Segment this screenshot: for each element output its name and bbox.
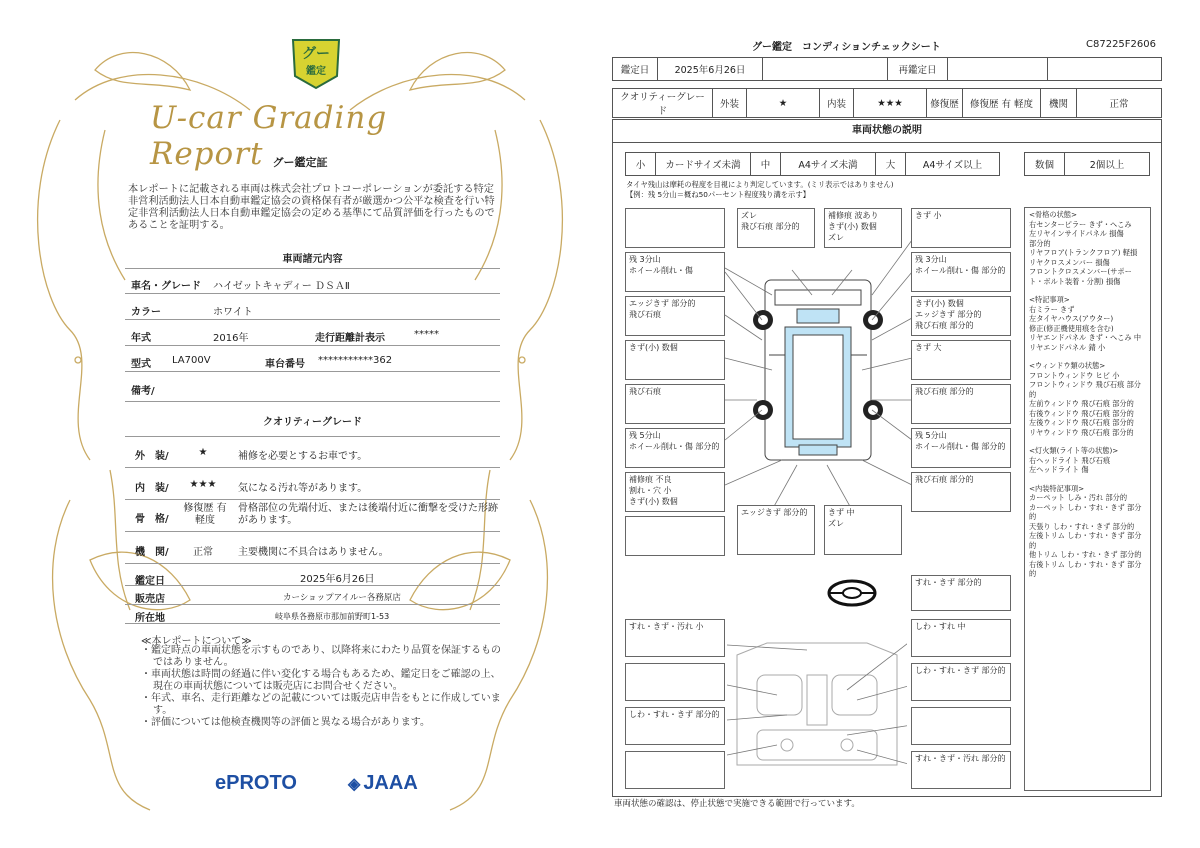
steering-wheel-icon bbox=[826, 578, 878, 608]
sheet-id: C87225F2606 bbox=[1086, 39, 1156, 50]
comment-box bbox=[625, 208, 725, 248]
comment-box: エッジきず 部分的 bbox=[737, 505, 815, 555]
spec-row-year: 年式 2016年 走行距離計表示 ***** bbox=[125, 320, 500, 346]
comment-box: きず 大 bbox=[911, 340, 1011, 380]
date-table: 鑑定日 2025年6月26日 再鑑定日 bbox=[612, 57, 1162, 81]
interior-diagram bbox=[727, 635, 907, 775]
proto-logo: ePROTO bbox=[215, 772, 297, 794]
comment-box bbox=[911, 707, 1011, 745]
note-item: ・鑑定時点の車両状態を示すものであり、以降将来にわたり品質を保証するものではありません。 bbox=[141, 645, 501, 668]
comment-box: すれ・きず・汚れ 部分的 bbox=[911, 751, 1011, 789]
comment-box: しわ・すれ 中 bbox=[911, 619, 1011, 657]
spec-row-color: カラー ホワイト bbox=[125, 294, 500, 320]
grade-row-frame: 骨 格/ 修復歴 有 軽度 骨格部位の先端付近、または後端付近に衝撃を受けた形跡があります。 bbox=[125, 500, 500, 532]
comment-box: 残 3分山 ホイール削れ・傷 部分的 bbox=[911, 252, 1011, 292]
comment-box: ズレ 飛び石痕 部分的 bbox=[737, 208, 815, 248]
note-item: ・年式、車名、走行距離などの記載については販売店申告をもとに作成しています。 bbox=[141, 693, 501, 716]
spec-row-model: 型式 LA700V 車台番号 ***********362 bbox=[125, 346, 500, 372]
comment-box bbox=[625, 516, 725, 556]
comment-box: きず(小) 数個 エッジきず 部分的 飛び石痕 部分的 bbox=[911, 296, 1011, 336]
sheet-footer: 車両状態の確認は、停止状態で実施できる範囲で行っています。 bbox=[614, 799, 860, 809]
comment-box: 飛び石痕 部分的 bbox=[911, 384, 1011, 424]
svg-text:鑑定: 鑑定 bbox=[306, 66, 326, 77]
spec-heading: 車両諸元内容 bbox=[282, 254, 343, 265]
spec-row-remarks: 備考/ bbox=[125, 372, 500, 402]
frame-status-notes: <骨格の状態> 右センターピラー きず・へこみ 左リヤインサイドパネル 損傷 部分的 リヤフロア(トランクフロア) 軽損 リヤクロスメンバー 損傷 フロントクロスメンバー(サポート・ボルト装着・分割) 損傷 bbox=[1029, 210, 1138, 286]
comment-box bbox=[625, 663, 725, 701]
special-notes: <特記事項> 右ミラー きず 左タイヤハウス(アウター) 修正(修正機使用痕を含む) リヤエンドパネル きず・へこみ 中 リヤエンドパネル 錆 小 bbox=[1029, 295, 1142, 352]
interior-notes: <内装特記事項> カーペット しみ・汚れ 部分的 カーペット しわ・すれ・きず 部分的 天張り しわ・すれ・きず 部分的 左後トリム しわ・すれ・きず 部分的 他トリム しわ・すれ・きず 部分的 右後トリム しわ・すれ・きず 部分的 bbox=[1029, 483, 1142, 578]
svg-text:グー: グー bbox=[302, 46, 330, 62]
comment-box: きず 中 ズレ bbox=[824, 505, 902, 555]
detail-notes bbox=[1024, 207, 1151, 791]
comment-box: 飛び石痕 部分的 bbox=[911, 472, 1011, 512]
comment-box: 残 5分山 ホイール削れ・傷 部分的 bbox=[911, 428, 1011, 468]
sheet-title: グー鑑定 コンディションチェックシート bbox=[752, 42, 941, 53]
comment-box: 補修痕 不良 割れ・穴 小 きず(小) 数個 bbox=[625, 472, 725, 512]
comment-box: きず 小 bbox=[911, 208, 1011, 248]
info-row-shop: 販売店 カーショップアイルー各務原店 bbox=[125, 587, 500, 605]
window-notes: <ウィンドウ類の状態> フロントウィンドウ ヒビ 小 フロントウィンドウ 飛び石痕 部分的 左前ウィンドウ 飛び石痕 部分的 右後ウィンドウ 飛び石痕 部分的 左後ウィンドウ 飛び石痕 部分的 リヤウィンドウ 飛び石痕 部分的 bbox=[1029, 361, 1141, 437]
certificate-intro: 本レポートに記載される車両は株式会社プロトコーポレーションが委託する特定非営利活動法人日本自動車鑑定協会の資格保有者が厳選かつ公平な検査を行い特定非営利活動法人日本自動車鑑定協会の定める基準にて品質評価を行ったものであることを証明する。 bbox=[128, 184, 495, 231]
comment-box: すれ・きず 部分的 bbox=[911, 575, 1011, 611]
grade-row-interior: 内 装/ ★★★ 気になる汚れ等があります。 bbox=[125, 468, 500, 500]
quality-table: クオリティーグレード 外装 ★ 内装 ★★★ 修復歴 修復歴 有 軽度 機関 正常 bbox=[612, 88, 1162, 118]
notes-list bbox=[141, 645, 501, 729]
grade-row-exterior: 外 装/ ★ 補修を必要とするお車です。 bbox=[125, 436, 500, 468]
comment-box: 残 5分山 ホイール削れ・傷 部分的 bbox=[625, 428, 725, 468]
comment-box: すれ・きず・汚れ 小 bbox=[625, 619, 725, 657]
size-legend: 小 カードサイズ未満 中 A4サイズ未満 大 A4サイズ以上 bbox=[625, 152, 1000, 176]
count-legend: 数個 2個以上 bbox=[1024, 152, 1150, 176]
note-item: ・車両状態は時間の経過に伴い変化する場合もあるため、鑑定日をご確認の上、現在の車両状態については販売店にお問合せください。 bbox=[141, 669, 501, 692]
spec-row-name: 車名・グレード ハイゼットキャディー ＤＳＡⅡ bbox=[125, 268, 500, 294]
note-item: ・評価については他検査機関等の評価と異なる場合があります。 bbox=[141, 717, 430, 728]
state-heading: 車両状態の説明 bbox=[612, 119, 1162, 143]
jaaa-logo: ◈ JAAA bbox=[348, 772, 418, 794]
goo-kantei-badge-icon bbox=[287, 30, 345, 90]
report-title: U-car Grading Report bbox=[150, 100, 388, 172]
comment-box: 補修痕 波あり きず(小) 数個 ズレ bbox=[824, 208, 902, 248]
grade-row-engine: 機 関/ 正常 主要機関に不具合はありません。 bbox=[125, 532, 500, 564]
notes-heading: ≪本レポートについて≫ bbox=[141, 636, 252, 647]
info-row-date: 鑑定日 2025年6月26日 bbox=[125, 568, 500, 586]
tire-note: タイヤ残山は摩耗の程度を目視により判定しています。(ミリ表示ではありません) 【例：残 5分山＝概ね50パーセント程度残り溝を示す】 bbox=[626, 180, 894, 199]
info-row-address: 所在地 岐阜県各務原市那加前野町1-53 bbox=[125, 606, 500, 624]
certificate-title: グー鑑定証 bbox=[272, 156, 328, 169]
comment-box: 飛び石痕 bbox=[625, 384, 725, 424]
comment-box: 残 3分山 ホイール削れ・傷 bbox=[625, 252, 725, 292]
comment-box: きず(小) 数個 bbox=[625, 340, 725, 380]
comment-box bbox=[625, 751, 725, 789]
comment-box: しわ・すれ・きず 部分的 bbox=[625, 707, 725, 745]
comment-box: しわ・すれ・きず 部分的 bbox=[911, 663, 1011, 701]
quality-heading: クオリティーグレード bbox=[263, 417, 362, 428]
comment-box: エッジきず 部分的 飛び石痕 bbox=[625, 296, 725, 336]
light-notes: <灯火類(ライト等の状態)> 右ヘッドライト 飛び石痕 左ヘッドライト 傷 bbox=[1029, 446, 1119, 474]
